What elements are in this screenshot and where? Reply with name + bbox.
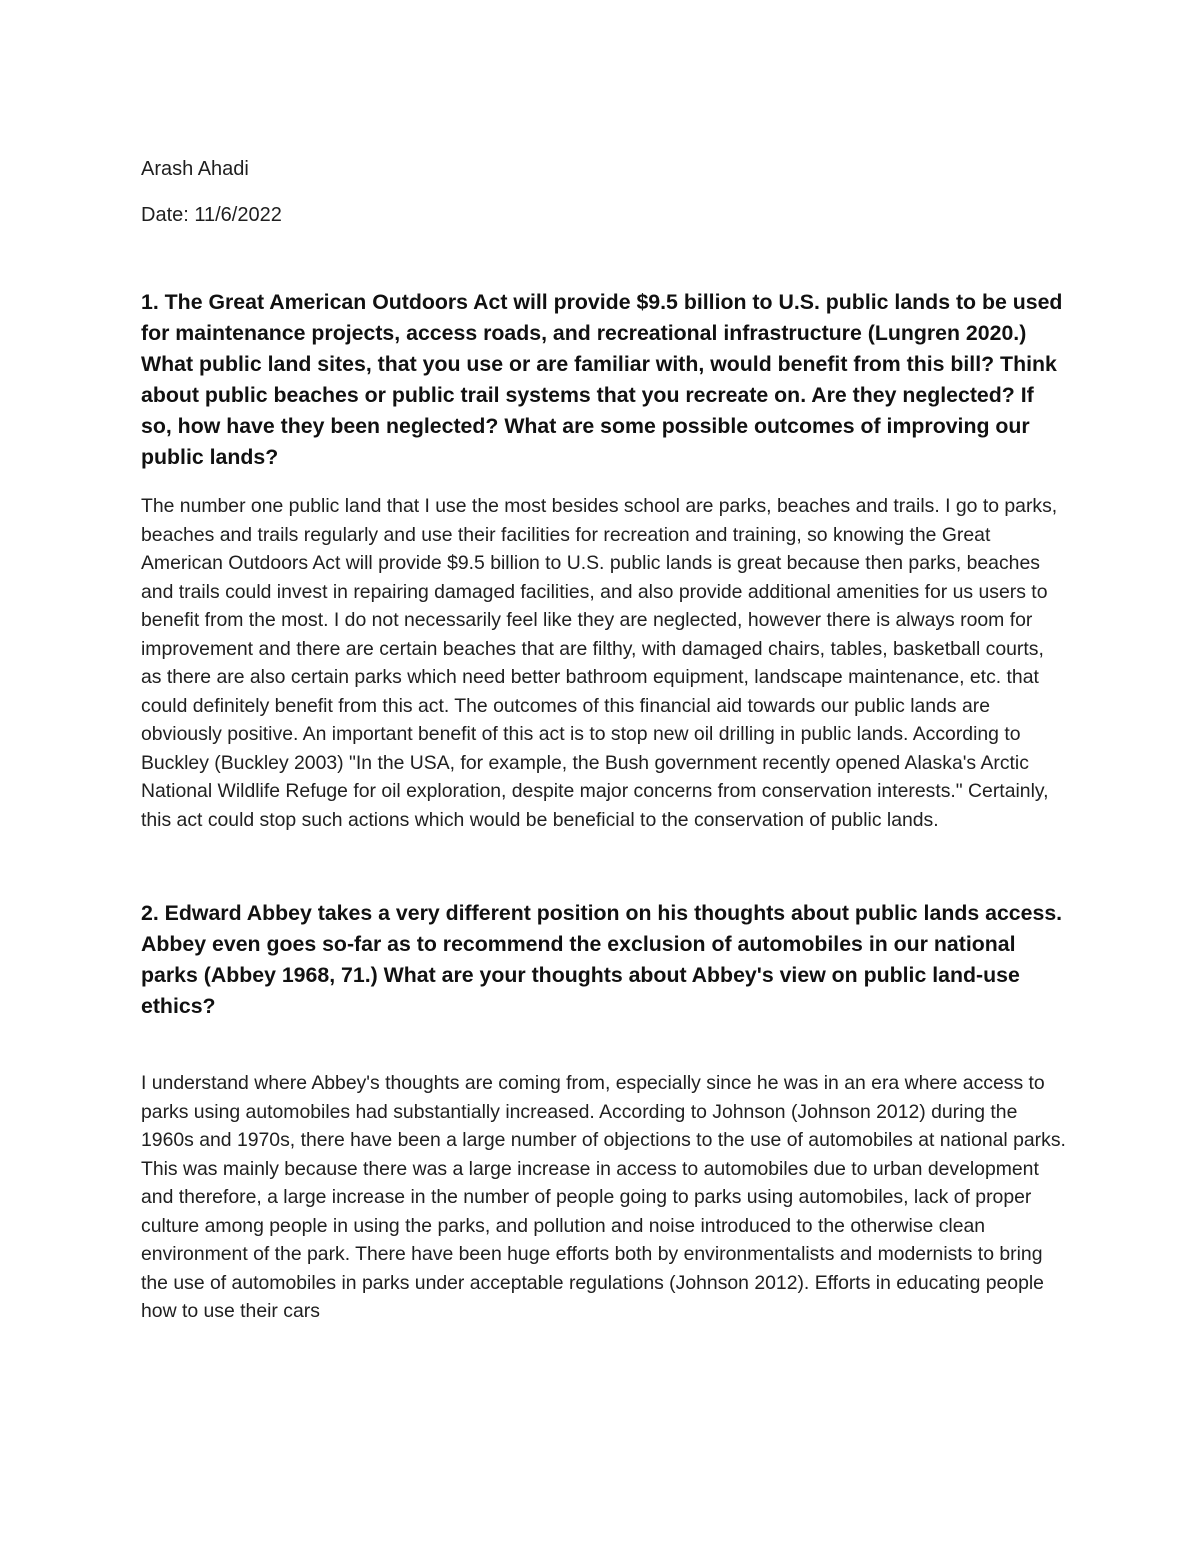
question-2: 2. Edward Abbey takes a very different position on his thoughts about public lands access. Abbey even goes so-far as to recommend the exclusion of automobiles in our national parks (Abbey 1968, 71.) What are your thoughts about Abbey's view on public land-use ethics? (141, 901, 1063, 1018)
document-body (141, 155, 1066, 1326)
document-date: Date: 11/6/2022 (141, 204, 282, 226)
author-name: Arash Ahadi (141, 158, 249, 180)
answer-1: The number one public land that I use the most besides school are parks, beaches and trails. I go to parks, beaches and trails regularly and use their facilities for recreation and training, so knowing the Great American Outdoors Act will provide $9.5 billion to U.S. public lands is great because then parks, beaches and trails could invest in repairing damaged facilities, and also provide additional amenities for us users to benefit from the most. I do not necessarily feel like they are neglected, however there is always room for improvement and there are certain beaches that are filthy, with damaged chairs, tables, basketball courts, as there are also certain parks which need better bathroom equipment, landscape maintenance, etc. that could definitely benefit from this act. The outcomes of this financial aid towards our public lands are obviously positive. An important benefit of this act is to stop new oil drilling in public lands. According to Buckley (Buckley 2003) "In the USA, for example, the Bush government recently opened Alaska's Arctic National Wildlife Refuge for oil exploration, despite major concerns from conservation interests." Certainly, this act could stop such actions which would be beneficial to the conservation of public lands. (141, 495, 1058, 831)
answer-2: I understand where Abbey's thoughts are coming from, especially since he was in an era where access to parks using automobiles had substantially increased. According to Johnson (Johnson 2012) during the 1960s and 1970s, there have been a large number of objections to the use of automobiles at national parks. This was mainly because there was a large increase in access to automobiles due to urban development and therefore, a large increase in the number of people going to parks using automobiles, lack of proper culture among people in using the parks, and pollution and noise introduced to the otherwise clean environment of the park. There have been huge efforts both by environmentalists and modernists to bring the use of automobiles in parks under acceptable regulations (Johnson 2012). Efforts in educating people how to use their cars (141, 1072, 1066, 1322)
question-1: 1. The Great American Outdoors Act will provide $9.5 billion to U.S. public lands to be used for maintenance projects, access roads, and recreational infrastructure (Lungren 2020.) What public land sites, that you use or are familiar with, would benefit from this bill? Think about public beaches or public trail systems that you recreate on. Are they neglected? If so, how have they been neglected? What are some possible outcomes of improving our public lands? (141, 290, 1063, 469)
